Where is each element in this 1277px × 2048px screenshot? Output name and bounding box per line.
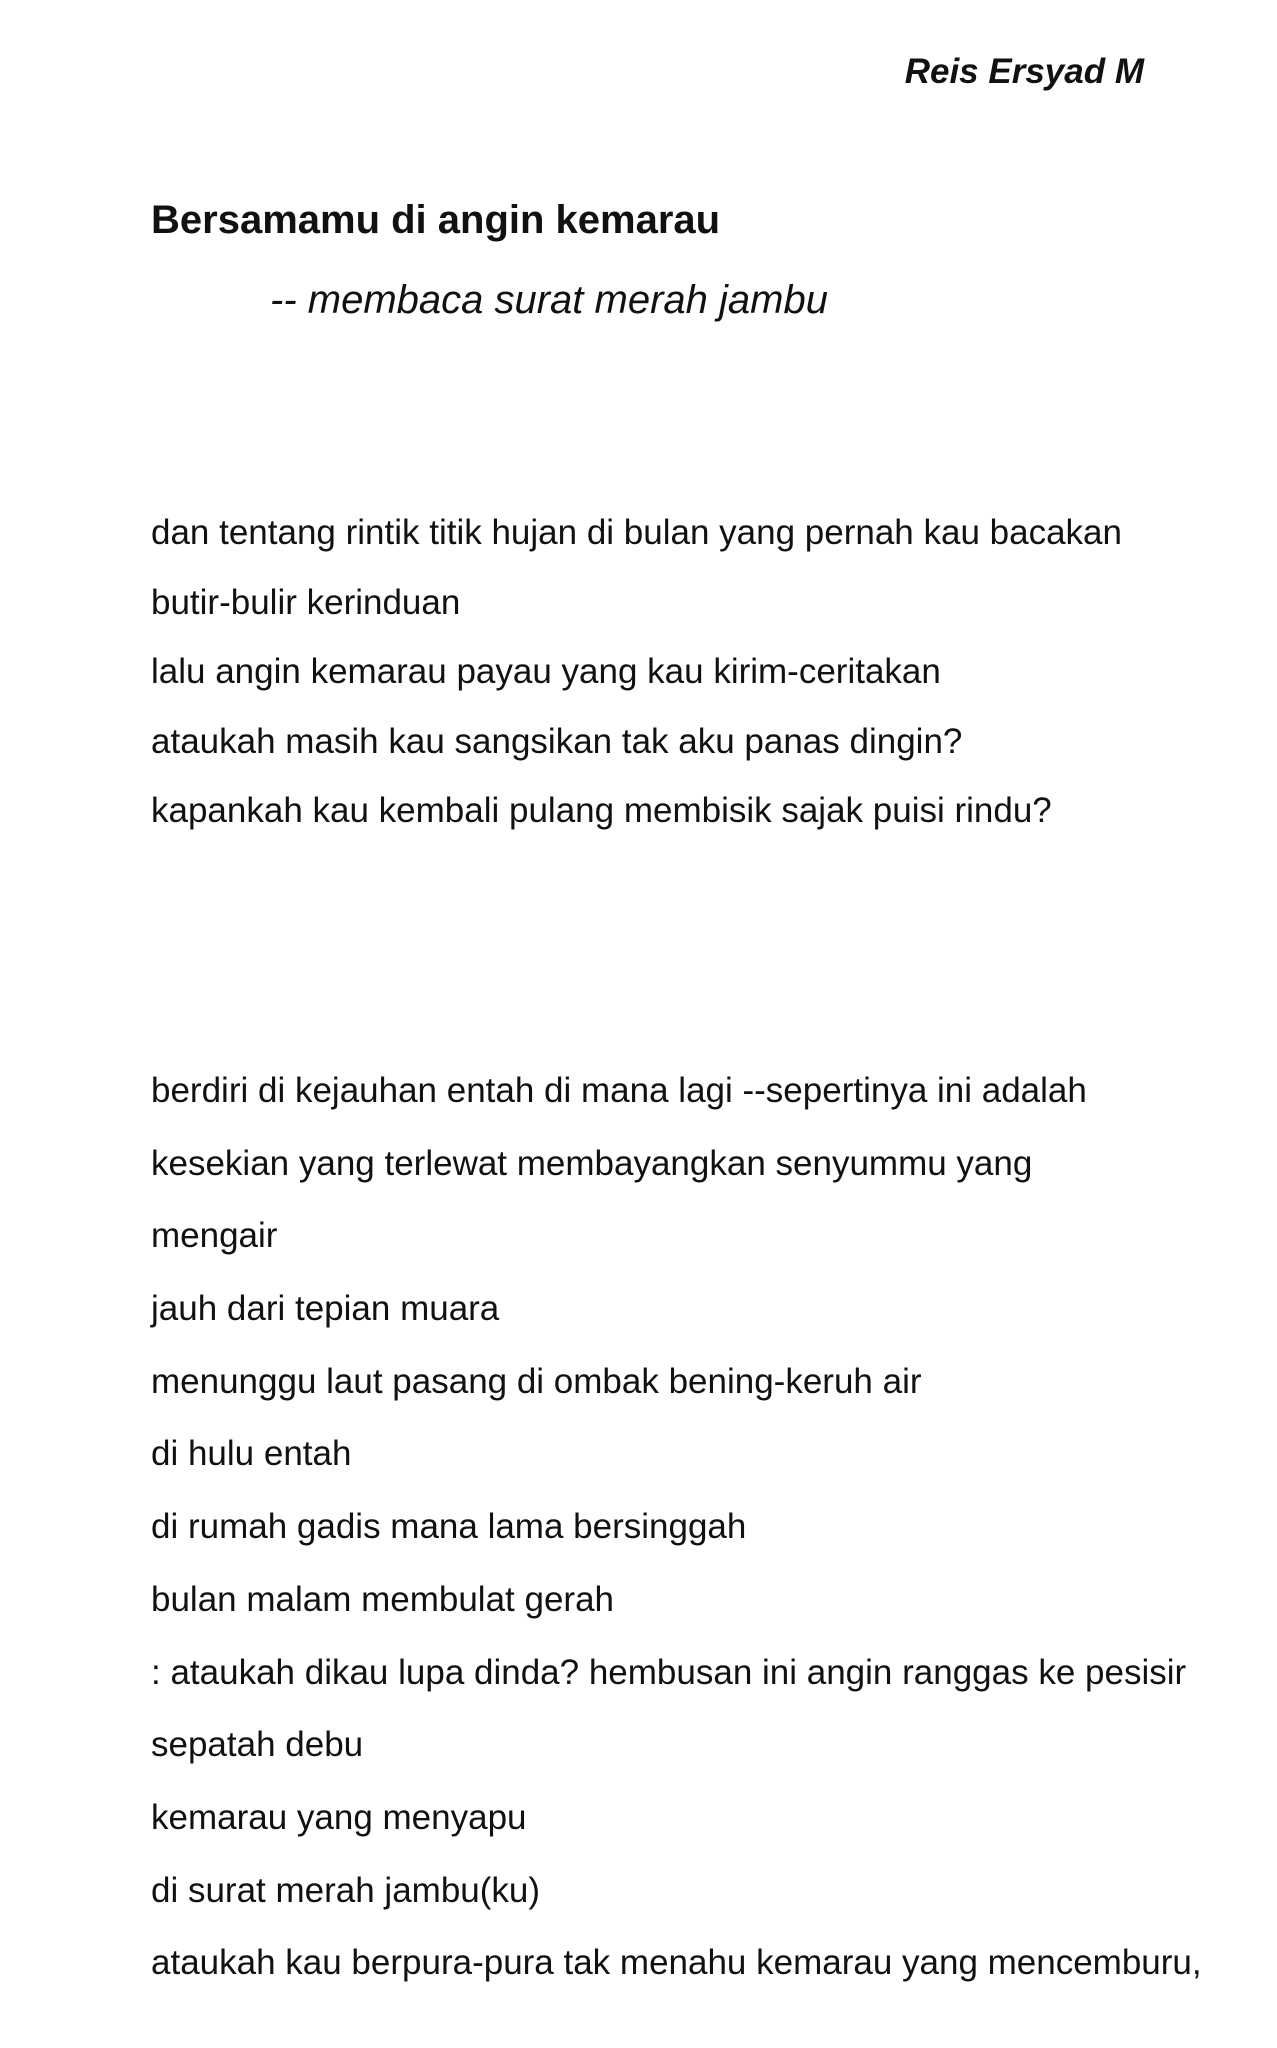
poem-line: kapankah kau kembali pulang membisik sajak puisi rindu? xyxy=(151,791,1052,830)
poem-line: butir-bulir kerinduan xyxy=(151,582,461,622)
poem-line: berdiri di kejauhan entah di mana lagi --sepertinya ini adalah xyxy=(151,1071,1087,1110)
poem-line: kesekian yang terlewat membayangkan senyummu yang xyxy=(151,1143,1033,1183)
author-name: Reis Ersyad M xyxy=(904,52,1144,91)
poem-line: kemarau yang menyapu xyxy=(151,1797,527,1837)
poem-line: sepatah debu xyxy=(151,1725,364,1765)
poem-line: di hulu entah xyxy=(151,1434,352,1474)
poem-line: ataukah masih kau sangsikan tak aku panas dingin? xyxy=(151,721,963,761)
poem-line: : ataukah dikau lupa dinda? hembusan ini angin ranggas ke pesisir xyxy=(151,1652,1187,1692)
poem-line: lalu angin kemarau payau yang kau kirim-ceritakan xyxy=(151,652,941,691)
poem-title: Bersamamu di angin kemarau xyxy=(151,198,721,242)
poem-line: ataukah kau berpura-pura tak menahu kemarau yang mencemburu, xyxy=(151,1943,1202,1983)
stanza-2 xyxy=(151,1073,1202,2018)
poem-subtitle: -- membaca surat merah jambu xyxy=(270,278,828,322)
poem-line: bulan malam membulat gerah xyxy=(151,1579,615,1619)
poem-line: jauh dari tepian muara xyxy=(151,1289,500,1329)
poem-line: di rumah gadis mana lama bersinggah xyxy=(151,1507,747,1547)
poem-line: mengair xyxy=(151,1216,278,1256)
stanza-1 xyxy=(151,515,1122,863)
poem-line: dan tentang rintik titik hujan di bulan yang pernah kau bacakan xyxy=(151,513,1122,552)
poem-line: menunggu laut pasang di ombak bening-keruh air xyxy=(151,1361,922,1401)
poem-line: di surat merah jambu(ku) xyxy=(151,1870,541,1910)
